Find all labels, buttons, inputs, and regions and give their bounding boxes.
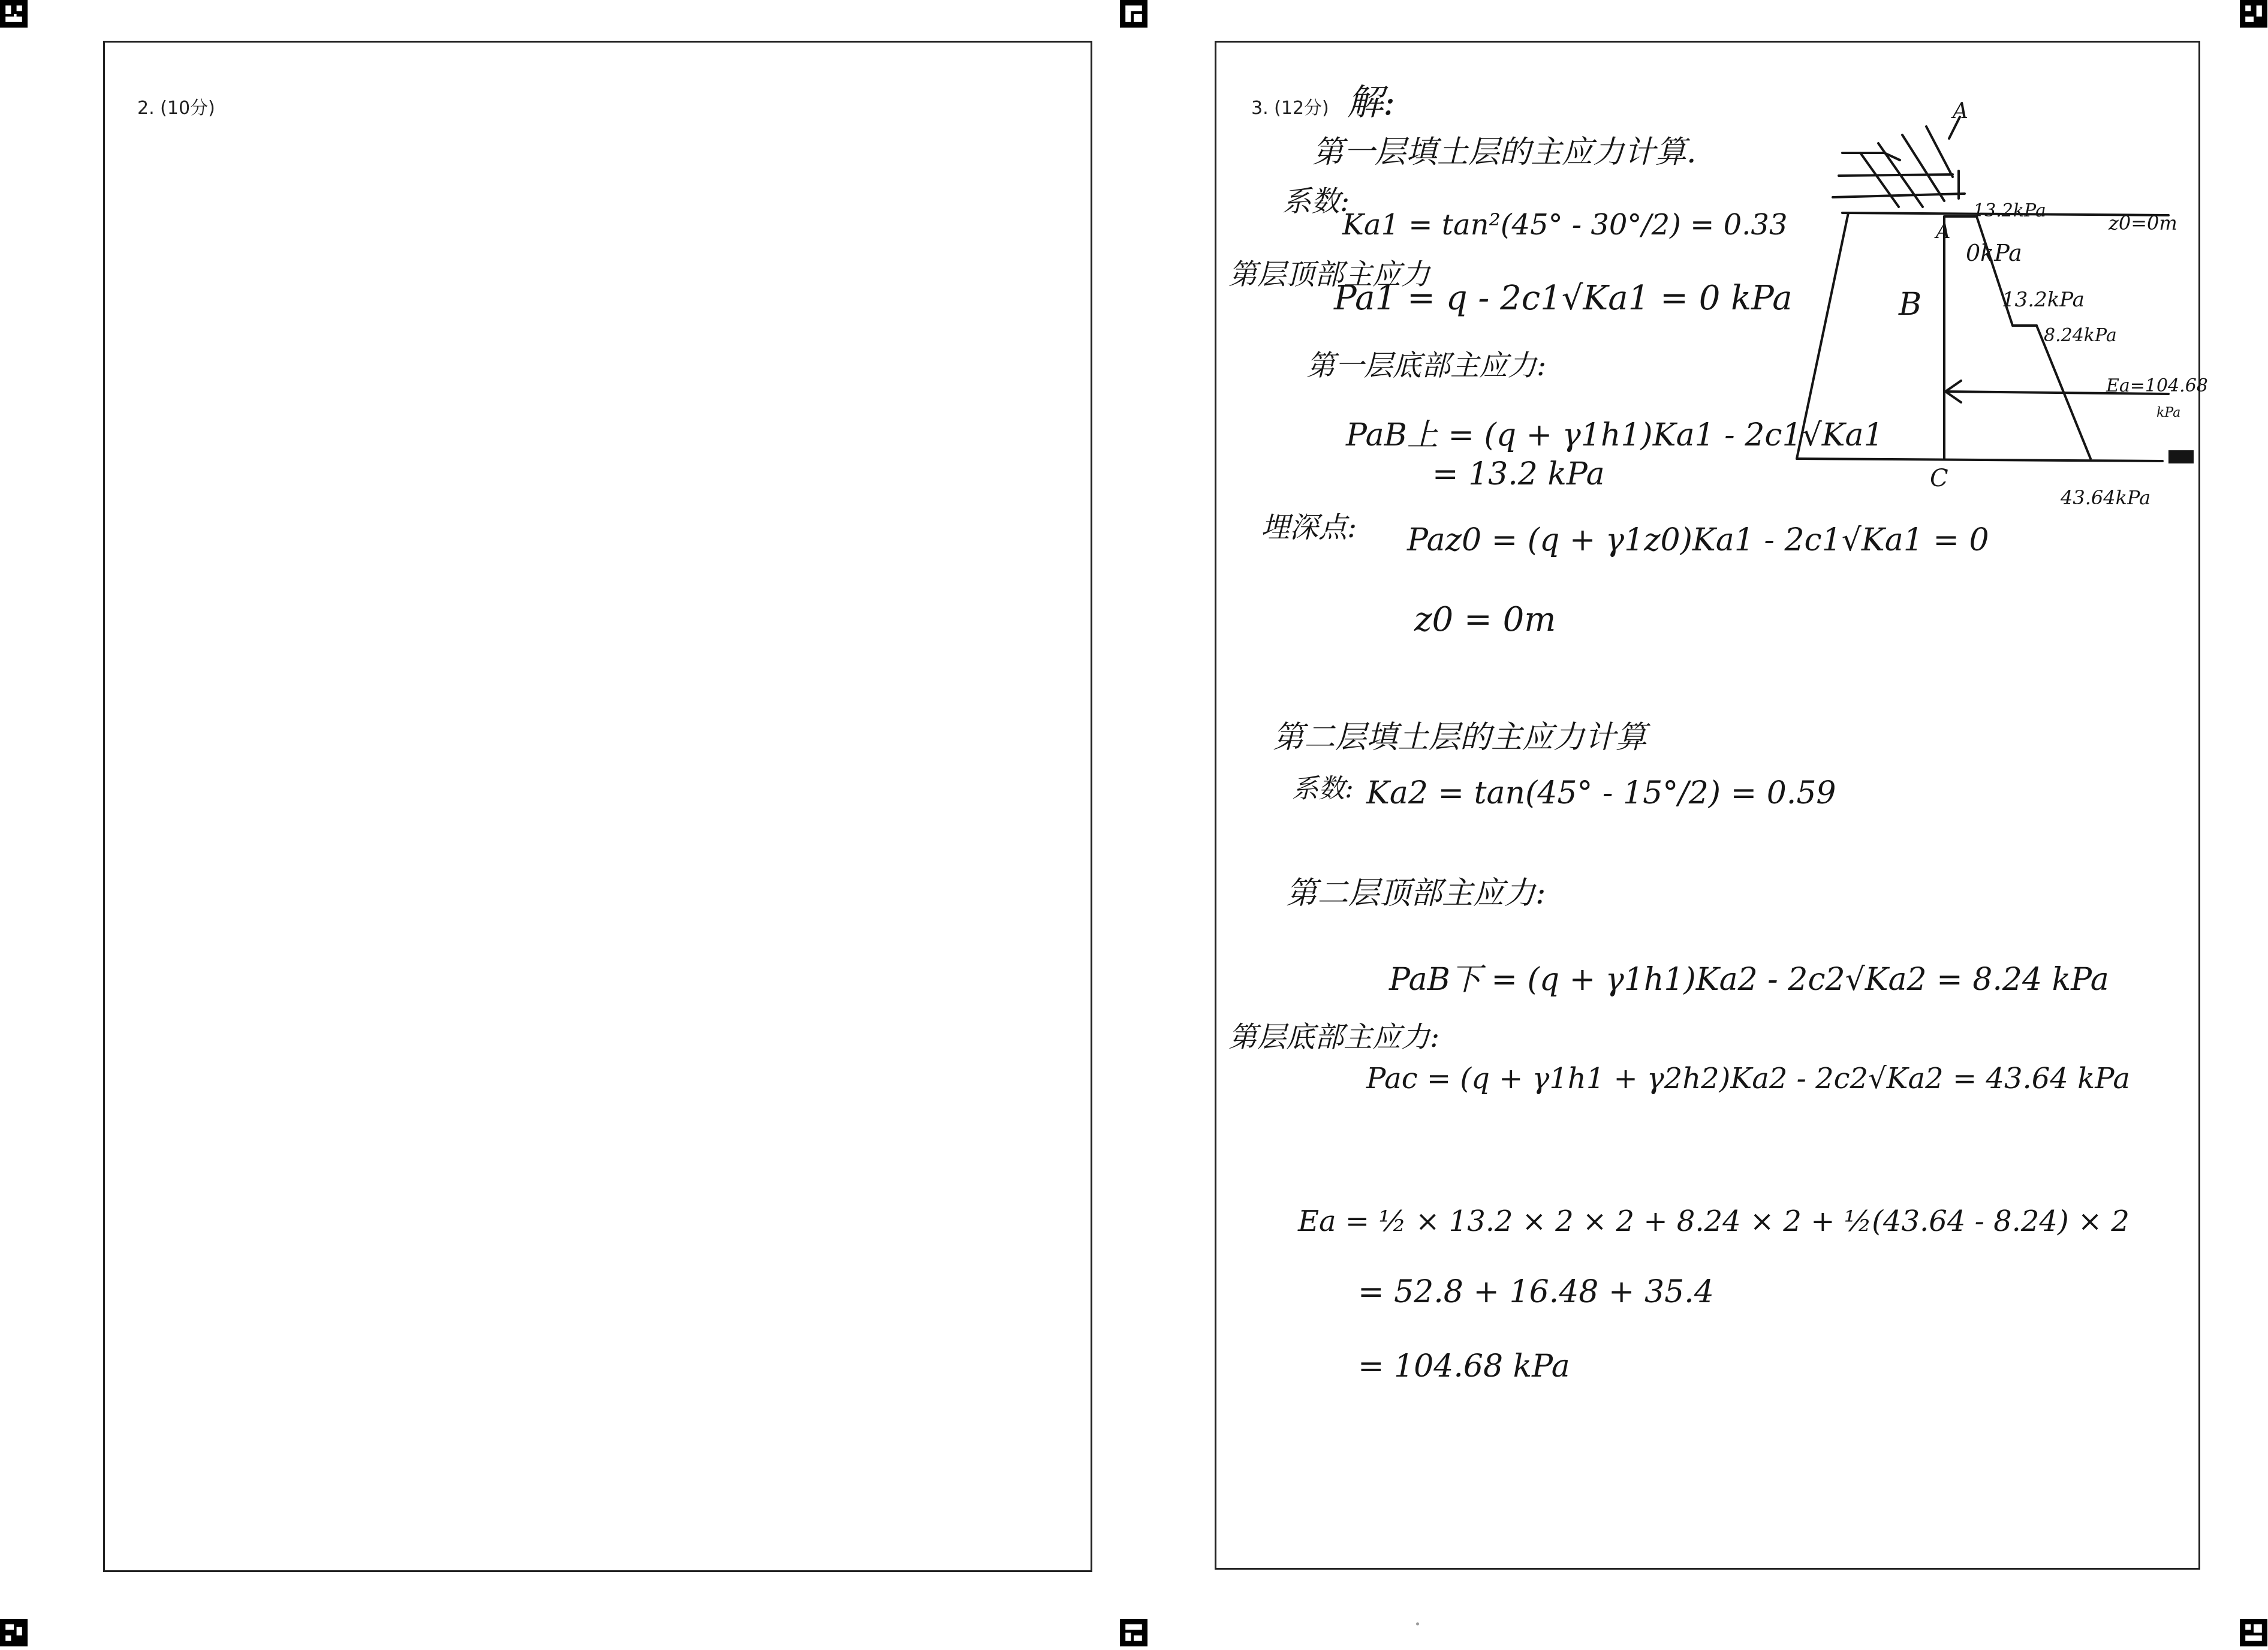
diagram-label-z0: z0=0m bbox=[2109, 212, 2177, 234]
handwritten-line-16: PaB下 = (q + γ1h1)Ka2 - 2c2√Ka2 = 8.24 kPa bbox=[1389, 962, 2109, 998]
handwritten-line-15: 第二层顶部主应力: bbox=[1286, 875, 1546, 911]
surcharge-line-2 bbox=[1839, 174, 1953, 176]
handwritten-line-13: 系数: bbox=[1292, 773, 1354, 804]
surcharge-line-3 bbox=[1833, 194, 1965, 197]
diagram-label-43-64: 43.64kPa bbox=[2061, 486, 2151, 509]
diagram-label-a-mid: A bbox=[1936, 219, 1951, 243]
wall-left-edge bbox=[1797, 213, 1848, 459]
question-2-label: 2. (10分) bbox=[137, 98, 215, 119]
handwritten-line-9: 埋深点: bbox=[1261, 511, 1357, 544]
handwritten-line-20: = 52.8 + 16.48 + 35.4 bbox=[1358, 1274, 1714, 1310]
answer-sheet-left bbox=[103, 41, 1092, 1572]
handwritten-line-19: Ea = ½ × 13.2 × 2 × 2 + 8.24 × 2 + ½(43.64 - 8.24) × 2 bbox=[1298, 1205, 2130, 1238]
diagram-label-8-24: 8.24kPa bbox=[2044, 325, 2117, 346]
surcharge-line-1 bbox=[1842, 153, 1900, 160]
hatch-line-4 bbox=[1926, 127, 1953, 177]
handwritten-line-21: = 104.68 kPa bbox=[1358, 1348, 1570, 1384]
diagram-label-ea-unit: kPa bbox=[2156, 405, 2181, 420]
answer-sheet-right bbox=[1215, 41, 2208, 1570]
handwritten-line-1: 第一层填土层的主应力计算. bbox=[1312, 134, 1697, 170]
diagram-label-b: B bbox=[1899, 287, 1922, 323]
diagram-label-ea: Ea=104.68 bbox=[2106, 375, 2208, 396]
handwritten-line-18: Pac = (q + γ1h1 + γ2h2)Ka2 - 2c2√Ka2 = 43.64 kPa bbox=[1366, 1062, 2130, 1095]
diagram-label-13-2-top: 13.2kPa bbox=[1973, 200, 2046, 221]
handwritten-line-5: Pa1 = q - 2c1√Ka1 = 0 kPa bbox=[1334, 279, 1793, 318]
diagram-label-a-top: A bbox=[1953, 99, 1968, 124]
handwritten-line-8: = 13.2 kPa bbox=[1432, 456, 1605, 492]
handwritten-line-6: 第一层底部主应力: bbox=[1306, 349, 1547, 383]
earth-pressure-svg bbox=[1773, 81, 2208, 513]
handwritten-line-12: 第二层填土层的主应力计算 bbox=[1273, 719, 1647, 755]
registration-marker-bottom-right bbox=[2240, 1619, 2267, 1646]
wall-base-line bbox=[1797, 459, 2162, 461]
handwritten-line-17: 第层底部主应力: bbox=[1228, 1020, 1440, 1054]
registration-marker-top-center bbox=[1120, 0, 1147, 28]
ground-hatch-block bbox=[2168, 450, 2194, 463]
handwritten-line-11: z0 = 0m bbox=[1414, 600, 1556, 639]
registration-marker-bottom-left bbox=[0, 1619, 28, 1646]
registration-marker-bottom-center bbox=[1120, 1619, 1147, 1646]
hatch-line-3 bbox=[1902, 135, 1944, 201]
diagram-label-c: C bbox=[1930, 465, 1948, 492]
handwritten-line-14: Ka2 = tan(45° - 15°/2) = 0.59 bbox=[1366, 775, 1836, 811]
handwritten-line-4: 第层顶部主应力 bbox=[1228, 258, 1430, 291]
registration-marker-top-right bbox=[2240, 0, 2267, 28]
handwritten-line-10: Paz0 = (q + γ1z0)Ka1 - 2c1√Ka1 = 0 bbox=[1407, 522, 1989, 558]
diagram-label-0kpa: 0kPa bbox=[1966, 240, 2022, 266]
registration-marker-top-left bbox=[0, 0, 28, 28]
handwritten-line-7: PaB上 = (q + γ1h1)Ka1 - 2c1√Ka1 bbox=[1346, 417, 1884, 453]
handwritten-line-2: 系数: bbox=[1282, 185, 1350, 218]
scan-speck bbox=[1416, 1622, 1419, 1625]
solution-header: 解: bbox=[1347, 82, 1396, 124]
earth-pressure-diagram bbox=[1773, 81, 2208, 513]
question-3-label: 3. (12分) bbox=[1251, 98, 1329, 119]
diagram-label-13-2: 13.2kPa bbox=[2002, 288, 2085, 312]
hatch-line-1 bbox=[1860, 153, 1899, 207]
handwritten-line-3: Ka1 = tan²(45° - 30°/2) = 0.33 bbox=[1342, 208, 1788, 242]
